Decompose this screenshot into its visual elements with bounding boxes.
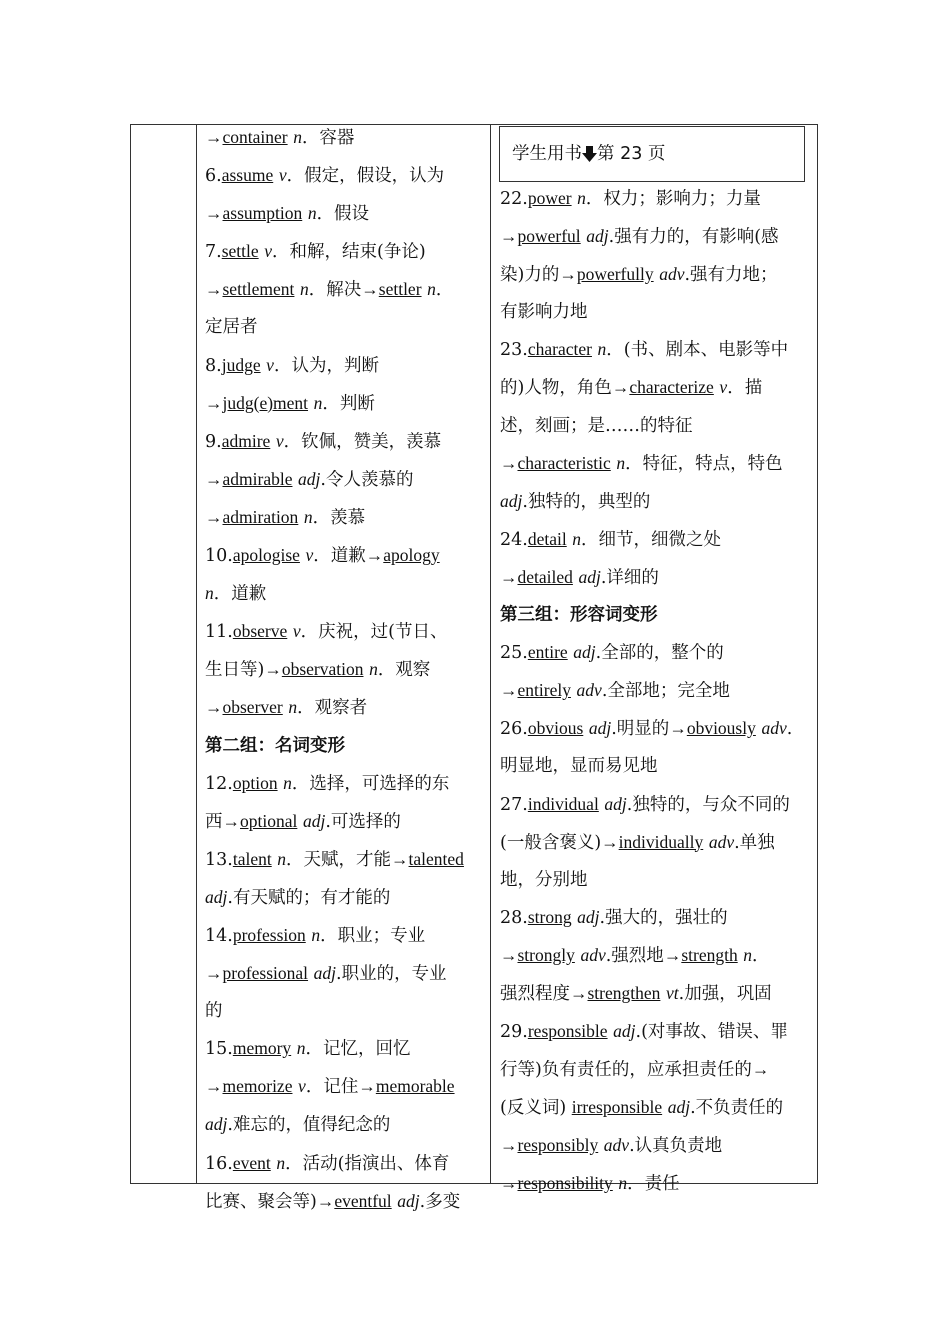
gloss-text: ．职业；专业 (320, 925, 426, 946)
vocab-line (205, 765, 485, 803)
vocab-word: detail (527, 528, 567, 549)
part-of-speech: adv (659, 264, 685, 285)
vocab-line (500, 180, 812, 218)
vocab-line (500, 1165, 812, 1203)
gloss-text: ．(书、剧本、电影等中 (606, 340, 789, 361)
vocab-line (205, 917, 485, 955)
vocab-line (500, 975, 812, 1013)
vocab-line (205, 993, 485, 1030)
vocab-line (500, 294, 812, 331)
gloss-text: 明显地，显而易见地 (500, 756, 658, 777)
vocab-line (500, 710, 812, 748)
gloss-text: 27. (500, 794, 528, 815)
gloss-text: ．认为，判断 (273, 355, 379, 376)
vocab-word: admire (221, 430, 271, 451)
gloss-text: 行等)负有责任的，应承担责任的 (500, 1060, 752, 1081)
gloss-text: ．细节，细微之处 (581, 529, 722, 550)
vocab-word: individually (618, 831, 704, 852)
vocab-line (205, 613, 485, 651)
vocab-line (205, 119, 485, 157)
gloss-text: 生日等) (205, 660, 265, 681)
vocab-word: settler (378, 279, 422, 300)
gloss-text: 25. (500, 643, 528, 664)
vocab-word: optional (240, 810, 298, 831)
part-of-speech: adj (588, 718, 612, 739)
vocab-word: strongly (517, 944, 575, 965)
vocab-word: strength (681, 944, 738, 965)
gloss-text: 的)人物，角色 (500, 378, 612, 399)
derivation-arrow: → (205, 468, 223, 489)
vocab-line (500, 218, 812, 256)
gloss-text: .职业的，专业 (336, 964, 447, 985)
gloss-text: ．假定，假设，认为 (286, 166, 445, 187)
section-heading (500, 597, 812, 634)
vocab-line (205, 575, 485, 613)
vocab-line (500, 899, 812, 937)
gloss-text: ．假设 (316, 204, 370, 225)
part-of-speech: n (300, 279, 309, 300)
gloss-text: 29. (500, 1022, 528, 1043)
gloss-text: 有影响力地 (500, 302, 588, 323)
vocab-line (500, 634, 812, 672)
vocab-line (205, 499, 485, 537)
part-of-speech: n (597, 339, 607, 360)
vocab-word: obviously (686, 718, 756, 739)
vocab-word: strong (527, 906, 572, 927)
derivation-arrow: → (500, 566, 518, 587)
vocab-line (205, 271, 485, 309)
part-of-speech: n (276, 1152, 286, 1173)
part-of-speech: v (278, 165, 287, 186)
vocab-line (500, 408, 812, 445)
part-of-speech: n (293, 127, 302, 147)
gloss-text: .全部的，整个的 (595, 643, 724, 664)
gloss-text: ．道歉 (213, 584, 267, 605)
gloss-text: 14. (205, 925, 233, 946)
derivation-arrow: → (205, 392, 223, 413)
gloss-text: 比赛、聚会等) (205, 1191, 317, 1212)
part-of-speech: adj (302, 810, 326, 831)
vocab-word: assumption (222, 203, 303, 224)
part-of-speech: v (275, 430, 284, 451)
gloss-text: ．天赋，才能 (286, 849, 392, 870)
vocab-line (500, 483, 812, 521)
part-of-speech: n (307, 203, 317, 224)
part-of-speech: n (296, 1038, 306, 1059)
part-of-speech: adv (761, 718, 787, 739)
vocab-line (500, 748, 812, 785)
gloss-text: ． (435, 280, 454, 301)
gloss-text: .(对事故、错误、罪 (635, 1022, 788, 1043)
derivation-arrow: → (663, 944, 682, 965)
gloss-text: ．权力；影响力；力量 (585, 189, 761, 209)
part-of-speech: adj (397, 1190, 420, 1211)
vocab-word: settle (221, 241, 259, 262)
gloss-text: .全部地；完全地 (601, 681, 730, 702)
gloss-text: ．羡慕 (312, 507, 366, 528)
gloss-text: .详细的 (600, 567, 659, 588)
vocab-line (205, 1145, 485, 1183)
vocab-word: memorable (375, 1076, 455, 1097)
vocab-line (205, 841, 485, 879)
vocab-line (500, 1013, 812, 1051)
page-ref-number: 第 23 页 (597, 144, 666, 164)
part-of-speech: adj (604, 793, 627, 814)
vocab-line (500, 559, 812, 597)
gloss-text: .加强，巩固 (678, 983, 772, 1004)
gloss-text: ．选择，可选择的东 (291, 773, 450, 794)
vocab-word: apologise (232, 545, 300, 566)
derivation-arrow: → (559, 264, 577, 285)
part-of-speech: v (305, 545, 314, 566)
vocab-word: assume (221, 165, 274, 186)
vocab-line (205, 347, 485, 385)
vocab-line (500, 937, 812, 975)
vocab-line (500, 862, 812, 899)
vocab-word: power (527, 188, 572, 208)
derivation-arrow: → (500, 452, 518, 473)
vocab-line (500, 521, 812, 559)
gloss-text: 西 (205, 811, 223, 832)
vocab-word: observer (222, 697, 283, 718)
vocab-line (205, 1106, 485, 1144)
gloss-text: 定居者 (205, 317, 258, 338)
vocab-word: talent (232, 848, 272, 869)
vocab-line (205, 461, 485, 499)
vocab-line (500, 369, 812, 407)
vocab-word: event (232, 1152, 271, 1173)
gloss-text: 8. (205, 355, 222, 376)
part-of-speech: adj (613, 1021, 636, 1042)
gloss-text: .难忘的，值得纪念的 (227, 1115, 391, 1136)
gloss-text: ．记住 (305, 1077, 359, 1098)
gloss-text: .有天赋的；有才能的 (227, 887, 391, 908)
gloss-text: 述，刻画；是……的特征 (500, 415, 693, 436)
gloss-text: ．观察 (377, 660, 431, 681)
part-of-speech: n (618, 1173, 628, 1194)
vocab-word: responsibly (517, 1135, 599, 1156)
gloss-text: .独特的，典型的 (522, 491, 651, 512)
vocab-line (500, 331, 812, 369)
vocab-word: characterize (629, 377, 714, 398)
part-of-speech: n (303, 506, 313, 527)
vocab-column-left (205, 119, 485, 1221)
derivation-arrow: → (361, 279, 379, 300)
vocab-word: memory (232, 1038, 292, 1059)
vocab-word: individual (527, 793, 599, 814)
gloss-text: .强烈地 (605, 945, 664, 966)
derivation-arrow: → (751, 1059, 770, 1080)
gloss-text: .不负责任的 (690, 1098, 784, 1119)
derivation-arrow: → (611, 377, 630, 398)
part-of-speech: n (283, 772, 292, 793)
vocab-word: observe (232, 621, 288, 642)
gloss-text: . (320, 469, 326, 490)
vocab-line (500, 786, 812, 824)
part-of-speech: adj (586, 226, 609, 247)
vocab-word: profession (232, 924, 306, 945)
derivation-arrow: → (205, 1076, 223, 1097)
part-of-speech: v (719, 377, 728, 398)
vocab-word: container (222, 127, 288, 147)
vocab-line (205, 803, 485, 841)
gloss-text: 16. (205, 1153, 233, 1174)
part-of-speech: adj (205, 886, 228, 907)
gloss-text: 24. (500, 529, 528, 550)
gloss-text: .独特的，与众不同的 (626, 794, 790, 815)
section-heading-text: 第三组：形容词变形 (500, 605, 658, 626)
gloss-text: 染)力的 (500, 265, 560, 286)
derivation-arrow: → (365, 545, 384, 566)
vocab-word: character (527, 339, 592, 360)
gloss-text: ． (752, 945, 770, 966)
derivation-arrow: → (205, 506, 223, 527)
vocab-word: observation (281, 659, 364, 680)
part-of-speech: n (616, 452, 626, 473)
vocab-line (205, 955, 485, 993)
derivation-arrow: → (669, 718, 687, 739)
vocab-line (205, 651, 485, 689)
derivation-arrow: → (205, 697, 223, 718)
derivation-arrow: → (264, 659, 282, 680)
vocab-line (205, 233, 485, 271)
vocab-word: strengthen (587, 982, 661, 1003)
part-of-speech: v (292, 621, 301, 642)
vocab-word: talented (408, 848, 464, 869)
part-of-speech: n (577, 188, 586, 208)
page-ref-label: 学生用书 (512, 144, 582, 164)
derivation-arrow: → (500, 226, 518, 247)
vocab-word: admiration (222, 506, 299, 527)
part-of-speech: adj (577, 906, 600, 927)
vocab-word: obvious (527, 718, 584, 739)
part-of-speech: vt (665, 982, 679, 1003)
part-of-speech: adj (578, 566, 601, 587)
derivation-arrow: → (500, 1135, 518, 1156)
gloss-text: .可选择的 (325, 811, 401, 832)
gloss-text: ．观察者 (297, 698, 368, 719)
gloss-text: ．特征，特点，特色 (625, 453, 783, 474)
vocab-word: memorize (222, 1076, 293, 1097)
gloss-text: 26. (500, 719, 528, 740)
vocab-line (500, 256, 812, 294)
part-of-speech: adv (708, 831, 735, 852)
gloss-text: 12. (205, 773, 233, 794)
vocab-word: apology (383, 545, 440, 566)
part-of-speech: adj (573, 642, 596, 663)
part-of-speech: n (205, 583, 214, 604)
gloss-text: ．道歉 (313, 546, 366, 567)
part-of-speech: n (427, 279, 436, 300)
vocab-word: settlement (222, 279, 295, 300)
part-of-speech: n (572, 528, 582, 549)
vocab-line (205, 423, 485, 461)
vocab-word: eventful (334, 1190, 392, 1211)
vocab-word: powerful (517, 226, 581, 247)
vocab-word: entire (527, 642, 568, 663)
part-of-speech: n (743, 944, 753, 965)
gloss-text: 28. (500, 907, 528, 928)
part-of-speech: v (266, 354, 274, 375)
vocab-line (500, 1127, 812, 1165)
vocab-word: judg(e)ment (222, 392, 309, 413)
vocab-line (205, 385, 485, 423)
vocab-line (205, 309, 485, 346)
vocab-line (205, 689, 485, 727)
part-of-speech: n (288, 697, 298, 718)
vocab-line (205, 1068, 485, 1106)
part-of-speech: adv (603, 1135, 630, 1156)
vocab-line (500, 672, 812, 710)
section-heading-text: 第二组：名词变形 (205, 735, 345, 756)
gloss-text: ．解决 (308, 280, 362, 301)
derivation-arrow: → (205, 127, 223, 147)
vocab-word: entirely (517, 680, 571, 701)
vocab-line (205, 1183, 485, 1221)
vocab-line (205, 195, 485, 233)
gloss-text: ．判断 (322, 393, 375, 414)
gloss-text: .强有力地； (684, 265, 778, 286)
section-heading (205, 728, 485, 765)
derivation-arrow: → (205, 963, 223, 984)
gloss-text: 的 (205, 1001, 223, 1022)
gloss-text: .认真负责地 (629, 1136, 723, 1157)
gloss-text: .强有力的，有影响(感 (608, 227, 779, 248)
gloss-text: ．庆祝，过(节日、 (300, 622, 448, 643)
vocab-column-right (500, 180, 812, 1204)
part-of-speech: n (277, 848, 287, 869)
vocab-line (500, 1051, 812, 1089)
derivation-arrow: → (358, 1076, 376, 1097)
vocab-word: option (232, 772, 278, 793)
vocab-word: detailed (517, 566, 573, 587)
gloss-text: 地，分别地 (500, 869, 588, 890)
gloss-text: ．描 (727, 378, 763, 399)
derivation-arrow: → (500, 1173, 518, 1194)
column-divider-left (196, 124, 197, 1184)
vocab-word: characteristic (517, 452, 611, 473)
part-of-speech: adj (667, 1097, 691, 1118)
gloss-text: 22. (500, 189, 528, 209)
vocab-line (500, 445, 812, 483)
gloss-text: 15. (205, 1039, 233, 1060)
gloss-text: 11. (205, 622, 233, 643)
gloss-text: 9. (205, 431, 222, 452)
gloss-text: 令人羡慕的 (326, 469, 414, 490)
vocab-line (205, 537, 485, 575)
gloss-text: .明显的 (611, 719, 670, 740)
vocab-line (205, 879, 485, 917)
vocab-line (205, 1030, 485, 1068)
derivation-arrow: → (500, 680, 518, 701)
gloss-text: ．责任 (627, 1174, 680, 1195)
gloss-text: .强大的，强壮的 (599, 907, 728, 928)
down-arrow-icon (582, 145, 597, 163)
part-of-speech: adv (580, 944, 606, 965)
gloss-text: (反义词) (500, 1098, 572, 1119)
gloss-text: ．记忆，回忆 (305, 1039, 411, 1060)
derivation-arrow: → (500, 944, 518, 965)
vocab-word: powerfully (576, 264, 654, 285)
page-ref-badge (499, 126, 805, 182)
derivation-arrow: → (205, 279, 223, 300)
vocab-line (205, 157, 485, 195)
gloss-text: 强烈程度 (500, 983, 570, 1004)
derivation-arrow: → (316, 1190, 335, 1211)
derivation-arrow: → (222, 810, 240, 831)
part-of-speech: n (311, 924, 321, 945)
gloss-text: ．容器 (301, 128, 355, 148)
gloss-text: ．钦佩，赞美，羡慕 (283, 431, 442, 452)
column-divider-right (490, 124, 491, 1184)
derivation-arrow: → (601, 831, 619, 852)
gloss-text: ．和解，结束(争论) (272, 242, 426, 263)
gloss-text: (一般含褒义) (500, 832, 602, 853)
vocab-line (500, 824, 812, 862)
vocab-word: irresponsible (571, 1097, 663, 1118)
gloss-text: .单独 (734, 832, 775, 853)
gloss-text: 13. (205, 849, 233, 870)
part-of-speech: adj (205, 1114, 228, 1135)
derivation-arrow: → (570, 982, 588, 1003)
gloss-text: 6. (205, 166, 222, 187)
part-of-speech: v (264, 241, 272, 262)
vocab-word: professional (222, 963, 309, 984)
vocab-line (500, 1089, 812, 1127)
vocab-word: responsible (527, 1021, 608, 1042)
derivation-arrow: → (391, 848, 409, 869)
gloss-text: ．活动(指演出、体育 (285, 1153, 450, 1174)
part-of-speech: adj (313, 963, 336, 984)
gloss-text: 23. (500, 340, 528, 361)
part-of-speech: adv (576, 680, 602, 701)
vocab-word: responsibility (517, 1173, 613, 1194)
vocab-word: admirable (222, 468, 293, 489)
part-of-speech: n (313, 392, 323, 413)
gloss-text: 7. (205, 242, 222, 263)
derivation-arrow: → (205, 203, 223, 224)
part-of-speech: adj (500, 490, 523, 511)
gloss-text: . (786, 719, 793, 740)
gloss-text: .多变 (419, 1191, 461, 1212)
vocab-word: judge (221, 354, 261, 375)
gloss-text: 10. (205, 546, 233, 567)
part-of-speech: v (298, 1076, 306, 1097)
part-of-speech: adj (298, 468, 321, 489)
part-of-speech: n (369, 659, 378, 680)
